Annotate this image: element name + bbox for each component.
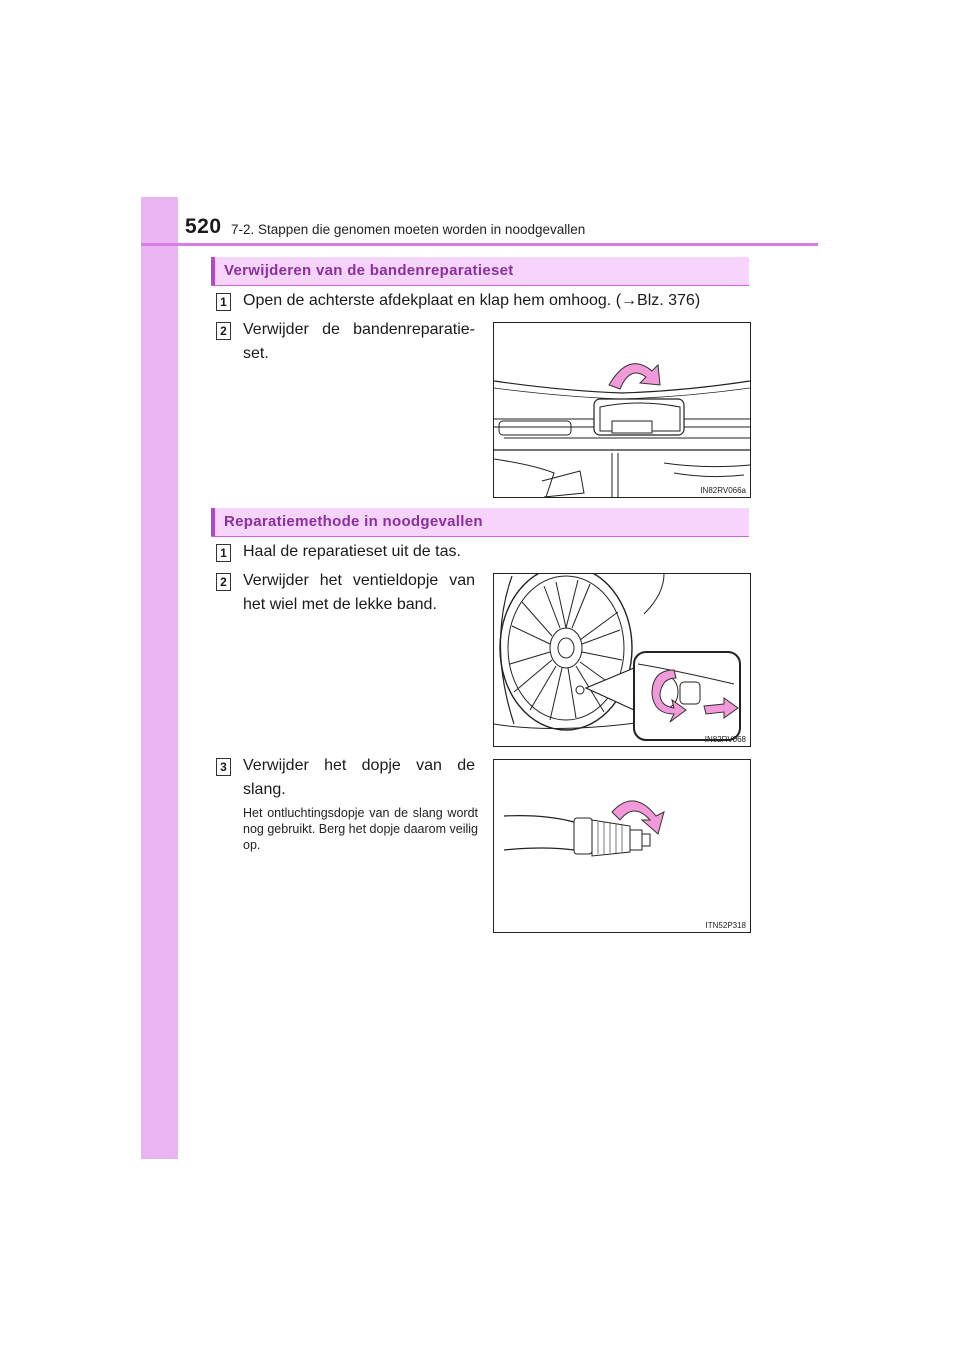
step-text: Open de achterste afdekplaat en klap hem omhoog. (→Blz. 376) — [243, 292, 701, 309]
step-text: Verwijder het dopje van de slang. — [243, 757, 475, 798]
wheel-illustration — [494, 574, 750, 746]
section-heading-emergency-repair — [211, 508, 749, 537]
section-heading-label: Reparatiemethode in noodgevallen — [224, 513, 483, 530]
step-number: 1 — [216, 293, 231, 311]
step-number: 1 — [216, 544, 231, 562]
figure-code: ITN52P318 — [705, 921, 746, 930]
section-heading-accent — [211, 257, 215, 285]
step-note: Het ontluchtingsdopje van de slang wordt nog gebruikt. Berg het dopje daarom veilig op. — [243, 806, 478, 852]
step-text: Haal de reparatieset uit de tas. — [243, 543, 461, 560]
figure-code: IN82RV066a — [700, 486, 746, 495]
hose-illustration — [494, 760, 750, 932]
section-heading-label: Verwijderen van de bandenreparatieset — [224, 262, 514, 279]
figure-remove-kit — [493, 322, 751, 498]
page-number: 520 — [185, 215, 222, 238]
trunk-illustration — [494, 323, 750, 497]
step-number: 2 — [216, 322, 231, 340]
section-heading-accent — [211, 508, 215, 536]
section-heading-remove-kit — [211, 257, 749, 286]
header-rule — [141, 243, 818, 246]
step-text: Verwijder het ventieldopje van het wiel met de lekke band. — [243, 572, 475, 613]
figure-hose-cap — [493, 759, 751, 933]
chapter-title: 7-2. Stappen die genomen moeten worden in noodgevallen — [231, 222, 586, 237]
step-text: Verwijder de bandenreparatie-set. — [243, 321, 475, 362]
chapter-side-strip — [141, 197, 178, 1159]
figure-valve-cap — [493, 573, 751, 747]
step-number: 2 — [216, 573, 231, 591]
step-number: 3 — [216, 758, 231, 776]
figure-code: IN82RV068 — [704, 735, 746, 744]
